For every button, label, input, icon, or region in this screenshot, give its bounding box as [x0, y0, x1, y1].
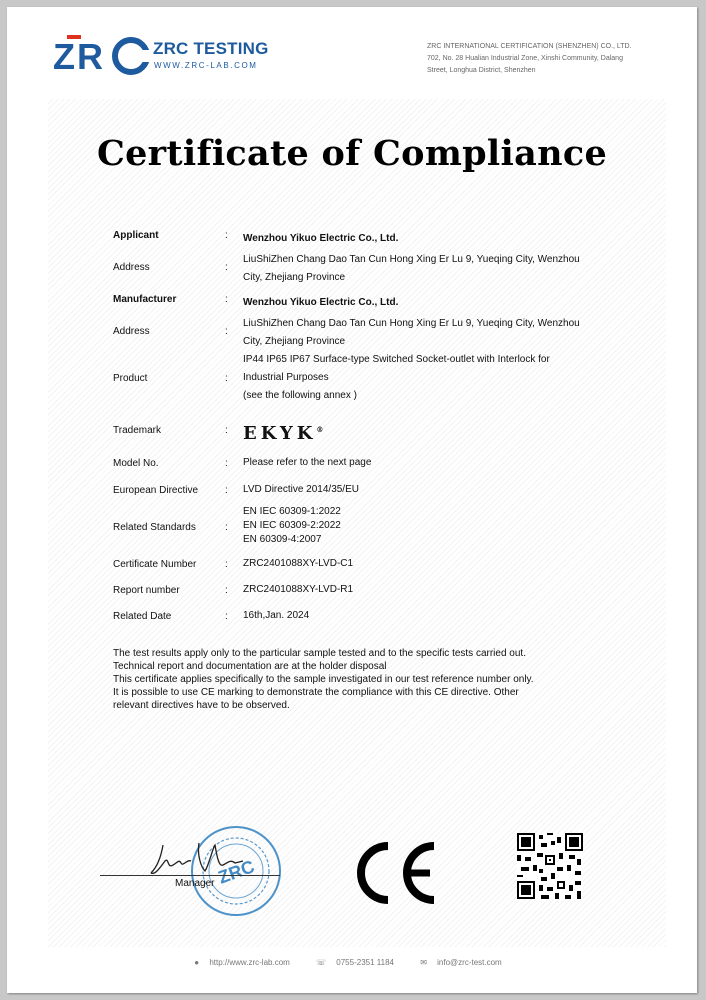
qr-code-icon — [517, 833, 583, 899]
field-colon: : — [225, 294, 228, 305]
signature-line — [100, 875, 280, 876]
svg-text:R: R — [77, 36, 103, 77]
footer-contact — [7, 958, 697, 967]
phone-text: 0755-2351 1184 — [336, 958, 394, 967]
note-line: This certificate applies specifically to the sample investigated in our test reference number only. — [113, 674, 534, 685]
ce-mark-icon — [348, 840, 440, 906]
phone-info: ☏ 0755-2351 1184 — [316, 958, 394, 967]
certificate-number-value: ZRC2401088XY-LVD-C1 — [243, 558, 354, 569]
company-info — [427, 41, 667, 77]
field-colon: : — [225, 611, 228, 622]
email-text: info@zrc-test.com — [437, 958, 502, 967]
field-colon: : — [225, 230, 228, 241]
trademark-text: EKYK — [243, 423, 317, 444]
field-colon: : — [225, 458, 228, 469]
address-line: City, Zhejiang Province — [243, 272, 346, 283]
field-colon: : — [225, 522, 228, 533]
certificate-title: Certificate of Compliance — [96, 133, 608, 174]
field-colon: : — [225, 485, 228, 496]
field-colon: : — [225, 262, 228, 273]
signer-title: Manager — [175, 878, 215, 889]
field-colon: : — [225, 373, 228, 384]
company-line: ZRC INTERNATIONAL CERTIFICATION (SHENZHEN) CO., LTD. — [427, 43, 632, 50]
standard-line: EN 60309-4:2007 — [243, 534, 322, 545]
svg-text:ZRC: ZRC — [215, 856, 258, 888]
product-value — [243, 351, 623, 405]
field-label: Applicant — [113, 230, 159, 241]
note-line: Technical report and documentation are at the holder disposal — [113, 661, 387, 672]
standards-value — [243, 505, 623, 547]
trademark-value — [243, 421, 623, 443]
field-label: Model No. — [113, 458, 159, 469]
registered-mark: ® — [316, 425, 324, 434]
field-colon: : — [225, 559, 228, 570]
report-number-value: ZRC2401088XY-LVD-R1 — [243, 584, 354, 595]
address-line: LiuShiZhen Chang Dao Tan Cun Hong Xing Er Lu 9, Yueqing City, Wenzhou — [243, 318, 580, 329]
certificate-page — [7, 7, 697, 993]
applicant-value: Wenzhou Yikuo Electric Co., Ltd. — [243, 233, 399, 244]
standard-line: EN IEC 60309-2:2022 — [243, 520, 341, 531]
note-line: The test results apply only to the particular sample tested and to the specific tests carried out. — [113, 648, 526, 659]
product-line: Industrial Purposes — [243, 372, 329, 383]
compliance-notes — [113, 647, 593, 712]
email-link[interactable]: ✉ info@zrc-test.com — [420, 958, 502, 967]
zrc-logo-icon — [53, 33, 151, 77]
field-label: Report number — [113, 585, 180, 596]
address-line: LiuShiZhen Chang Dao Tan Cun Hong Xing Er Lu 9, Yueqing City, Wenzhou — [243, 254, 580, 265]
field-label: European Directive — [113, 485, 199, 496]
field-label: Product — [113, 373, 148, 384]
field-label: Related Date — [113, 611, 172, 622]
note-line: relevant directives have to be observed. — [113, 700, 290, 711]
field-label: Related Standards — [113, 522, 196, 533]
address-line: City, Zhejiang Province — [243, 336, 346, 347]
company-line: 702, No. 28 Hualian Industrial Zone, Xinshi Community, Dalang — [427, 55, 623, 62]
standard-line: EN IEC 60309-1:2022 — [243, 506, 341, 517]
note-line: It is possible to use CE marking to demonstrate the compliance with this CE directive. Other — [113, 687, 519, 698]
field-label: Trademark — [113, 425, 161, 436]
website-link[interactable]: ● http://www.zrc-lab.com — [194, 958, 290, 967]
manufacturer-address-value — [243, 315, 623, 351]
manufacturer-value: Wenzhou Yikuo Electric Co., Ltd. — [243, 297, 399, 308]
applicant-address-value — [243, 251, 623, 287]
field-label: Certificate Number — [113, 559, 197, 570]
product-line: (see the following annex ) — [243, 390, 357, 401]
company-line: Street, Longhua District, Shenzhen — [427, 67, 536, 74]
related-date-value: 16th,Jan. 2024 — [243, 610, 310, 621]
svg-text:Z: Z — [53, 36, 75, 77]
field-label: Address — [113, 262, 150, 273]
brand-name: ZRC TESTING — [153, 39, 269, 58]
field-colon: : — [225, 425, 228, 436]
field-colon: : — [225, 326, 228, 337]
field-label: Manufacturer — [113, 294, 177, 305]
directive-value: LVD Directive 2014/35/EU — [243, 484, 359, 495]
product-line: IP44 IP65 IP67 Surface-type Switched Socket-outlet with Interlock for — [243, 354, 550, 365]
website-text: http://www.zrc-lab.com — [209, 958, 290, 967]
field-label: Address — [113, 326, 150, 337]
field-colon: : — [225, 585, 228, 596]
model-value: Please refer to the next page — [243, 457, 372, 468]
brand-url: WWW.ZRC-LAB.COM — [154, 61, 258, 70]
